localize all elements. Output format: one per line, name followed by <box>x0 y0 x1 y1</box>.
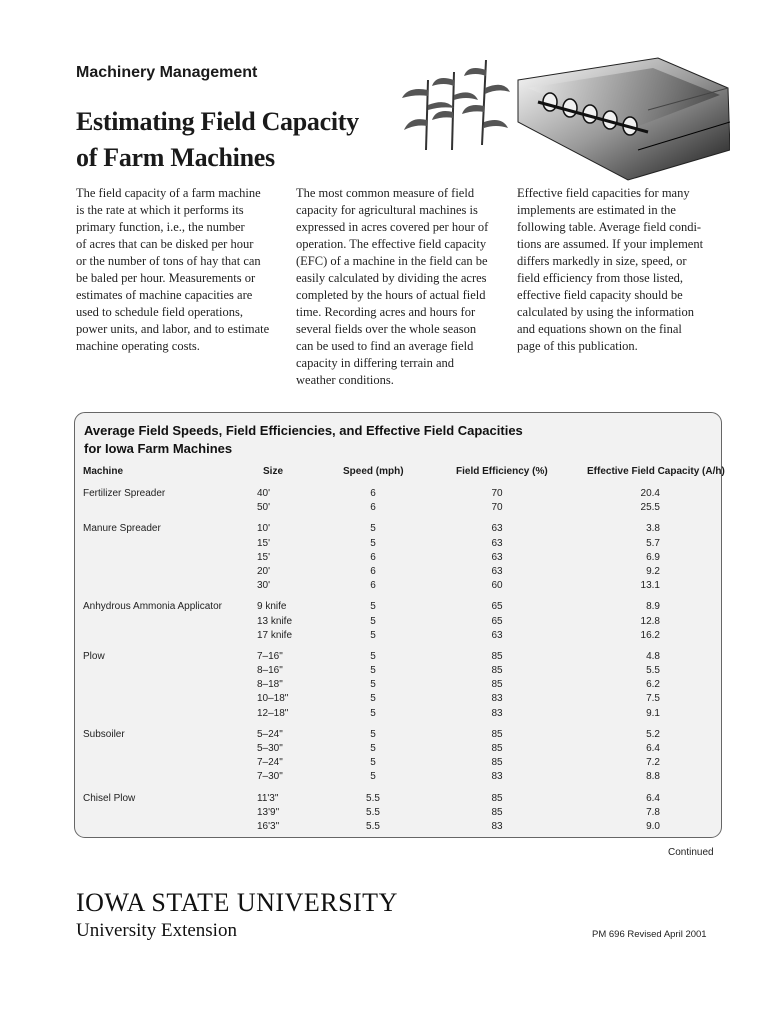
table-row <box>75 600 721 614</box>
speed-cell: 5.5 <box>366 820 380 832</box>
efficiency-cell: 83 <box>491 693 503 705</box>
table-row <box>75 615 721 629</box>
table-title-line: Average Field Speeds, Field Efficiencies, and Effective Field Capacities <box>84 423 523 438</box>
table-row <box>75 728 721 742</box>
table-row <box>75 565 721 579</box>
table-row <box>75 678 721 692</box>
text-line: expressed in acres covered per hour of <box>296 220 489 234</box>
speed-cell: 5 <box>370 523 376 535</box>
intro-column-1 <box>76 185 286 355</box>
capacity-cell: 6.4 <box>646 743 660 754</box>
machine-cell: Chisel Plow <box>83 792 136 804</box>
header-size: Size <box>263 466 284 477</box>
speed-cell: 5 <box>370 679 376 691</box>
text-line: machine operating costs. <box>76 339 200 353</box>
speed-cell: 5 <box>370 707 376 719</box>
text-line: can be used to find an average field <box>296 339 474 353</box>
table-body <box>75 487 721 841</box>
speed-cell: 5 <box>370 728 376 740</box>
capacity-cell: 8.8 <box>646 771 660 783</box>
size-cell: 11'3" <box>257 792 279 804</box>
speed-cell: 5 <box>370 771 376 783</box>
machine-cell: Manure Spreader <box>83 523 161 535</box>
table-row <box>75 742 721 756</box>
capacity-cell: 20.4 <box>640 488 660 499</box>
machine-cell: Plow <box>83 650 105 662</box>
header-efficiency: Field Efficiency (%) <box>456 466 548 477</box>
size-cell: 20' <box>257 565 271 577</box>
text-line: or the number of tons of hay that can <box>76 254 261 268</box>
page-title-line: of Farm Machines <box>76 143 275 172</box>
efficiency-cell: 63 <box>491 629 503 641</box>
efficiency-cell: 85 <box>491 792 503 804</box>
continued-note: Continued <box>668 847 714 858</box>
text-line: primary function, i.e., the number <box>76 220 245 234</box>
table-group <box>75 600 721 643</box>
table-row <box>75 820 721 834</box>
speed-cell: 5 <box>370 537 376 549</box>
size-cell: 30' <box>257 580 271 592</box>
capacity-cell: 6.4 <box>646 792 660 804</box>
size-cell: 9 knife <box>257 601 287 613</box>
text-line: easily calculated by dividing the acres <box>296 271 487 285</box>
size-cell: 15' <box>257 537 271 549</box>
size-cell: 5–24" <box>257 728 283 740</box>
table-row <box>75 629 721 643</box>
size-cell: 12–18" <box>257 707 289 719</box>
table-group <box>75 650 721 721</box>
capacity-cell: 5.2 <box>646 728 660 740</box>
capacity-cell: 13.1 <box>640 580 660 592</box>
efficiency-cell: 63 <box>491 537 503 549</box>
capacity-cell: 6.9 <box>646 551 660 563</box>
size-cell: 17 knife <box>257 629 293 641</box>
text-line: estimates of machine capacities are <box>76 288 253 302</box>
efficiency-cell: 63 <box>491 565 503 577</box>
machine-cell: Fertilizer Spreader <box>83 488 166 499</box>
header-speed: Speed (mph) <box>343 466 404 477</box>
capacity-cell: 9.0 <box>646 820 660 832</box>
size-cell: 15' <box>257 551 271 563</box>
table-row <box>75 692 721 706</box>
size-cell: 13'9" <box>257 806 280 818</box>
speed-cell: 5 <box>370 665 376 677</box>
size-cell: 8–18" <box>257 679 283 691</box>
capacity-cell: 16.2 <box>640 629 660 641</box>
efficiency-cell: 85 <box>491 679 503 691</box>
capacity-cell: 7.8 <box>646 806 660 818</box>
speed-cell: 5.5 <box>366 792 380 804</box>
size-cell: 10–18" <box>257 693 289 705</box>
speed-cell: 6 <box>370 580 376 592</box>
table-row <box>75 522 721 536</box>
table-row <box>75 501 721 515</box>
page-title <box>76 104 406 176</box>
text-line: tions are assumed. If your implement <box>517 237 704 251</box>
capacity-cell: 8.9 <box>646 601 660 613</box>
efficiency-cell: 70 <box>491 488 503 499</box>
text-line: (EFC) of a machine in the field can be <box>296 254 488 268</box>
capacity-cell: 5.5 <box>646 665 660 677</box>
speed-cell: 6 <box>370 502 376 514</box>
size-cell: 10' <box>257 523 271 535</box>
text-line: Effective field capacities for many <box>517 186 690 200</box>
size-cell: 7–24" <box>257 757 283 769</box>
table-row <box>75 792 721 806</box>
efficiency-cell: 65 <box>491 601 503 613</box>
text-line: several fields over the whole season <box>296 322 477 336</box>
table-row <box>75 650 721 664</box>
corn-harvester-icon <box>398 50 730 182</box>
capacity-cell: 7.2 <box>646 757 660 769</box>
efficiency-cell: 85 <box>491 806 503 818</box>
capacity-cell: 7.5 <box>646 693 660 705</box>
efficiency-cell: 83 <box>491 771 503 783</box>
capacity-cell: 25.5 <box>640 502 660 514</box>
series-title: Machinery Management <box>76 64 258 81</box>
efficiency-cell: 85 <box>491 743 503 754</box>
speed-cell: 5 <box>370 629 376 641</box>
size-cell: 7–30" <box>257 771 283 783</box>
efficiency-cell: 70 <box>491 502 503 514</box>
text-line: is the rate at which it performs its <box>76 203 244 217</box>
text-line: operation. The effective field capacity <box>296 237 487 251</box>
text-line: following table. Average field condi- <box>517 220 702 234</box>
table-row <box>75 487 721 501</box>
efficiency-cell: 63 <box>491 551 503 563</box>
table-row <box>75 770 721 784</box>
text-line: implements are estimated in the <box>517 203 676 217</box>
capacity-cell: 3.8 <box>646 523 660 535</box>
text-line: time. Recording acres and hours for <box>296 305 476 319</box>
efficiency-cell: 85 <box>491 650 503 662</box>
table-row <box>75 579 721 593</box>
efficiency-cell: 83 <box>491 707 503 719</box>
size-cell: 16'3" <box>257 820 280 832</box>
header-capacity: Effective Field Capacity (A/h) <box>587 466 725 477</box>
efficiency-cell: 83 <box>491 820 503 832</box>
efficiency-cell: 85 <box>491 757 503 769</box>
text-line: capacity in differing terrain and <box>296 356 455 370</box>
text-line: weather conditions. <box>296 373 394 387</box>
size-cell: 8–16" <box>257 665 283 677</box>
text-line: be baled per hour. Measurements or <box>76 271 256 285</box>
capacity-cell: 6.2 <box>646 679 660 691</box>
speed-cell: 6 <box>370 565 376 577</box>
text-line: The most common measure of field <box>296 186 475 200</box>
university-name: IOWA STATE UNIVERSITY <box>76 888 398 917</box>
capacity-cell: 9.2 <box>646 565 660 577</box>
speed-cell: 5 <box>370 650 376 662</box>
text-line: of acres that can be disked per hour <box>76 237 254 251</box>
table-row <box>75 664 721 678</box>
speed-cell: 6 <box>370 488 376 499</box>
size-cell: 7–16" <box>257 650 283 662</box>
intro-column-2 <box>296 185 506 389</box>
university-wordmark <box>76 888 398 918</box>
efficiency-cell: 65 <box>491 615 503 627</box>
table-row <box>75 707 721 721</box>
size-cell: 13 knife <box>257 615 293 627</box>
table-title <box>84 422 523 458</box>
capacity-cell: 5.7 <box>646 537 660 549</box>
text-line: capacity for agricultural machines is <box>296 203 478 217</box>
text-line: calculated by using the information <box>517 305 695 319</box>
capacity-cell: 12.8 <box>640 615 660 627</box>
page-title-line: Estimating Field Capacity <box>76 107 359 136</box>
text-line: effective field capacity should be <box>517 288 683 302</box>
text-line: power units, and labor, and to estimate <box>76 322 270 336</box>
text-line: field efficiency from those listed, <box>517 271 684 285</box>
text-line: completed by the hours of actual field <box>296 288 486 302</box>
text-line: used to schedule field operations, <box>76 305 243 319</box>
table-row <box>75 806 721 820</box>
speed-cell: 5.5 <box>366 806 380 818</box>
intro-column-3 <box>517 185 727 355</box>
efficiency-cell: 63 <box>491 523 503 535</box>
speed-cell: 5 <box>370 757 376 769</box>
table-row <box>75 537 721 551</box>
table-group <box>75 728 721 785</box>
publication-info: PM 696 Revised April 2001 <box>592 929 707 940</box>
efficiency-cell: 85 <box>491 728 503 740</box>
text-line: and equations shown on the final <box>517 322 682 336</box>
speed-cell: 5 <box>370 615 376 627</box>
capacity-cell: 9.1 <box>646 707 660 719</box>
size-cell: 50' <box>257 502 271 514</box>
extension-name: University Extension <box>76 920 237 941</box>
text-line: differs markedly in size, speed, or <box>517 254 687 268</box>
table-title-line: for Iowa Farm Machines <box>84 441 233 456</box>
machine-cell: Subsoiler <box>83 728 125 740</box>
speed-cell: 5 <box>370 693 376 705</box>
speed-cell: 6 <box>370 551 376 563</box>
machine-cell: Anhydrous Ammonia Applicator <box>83 601 222 613</box>
size-cell: 5–30" <box>257 743 283 754</box>
efficiency-cell: 85 <box>491 665 503 677</box>
table-group <box>75 522 721 593</box>
speed-cell: 5 <box>370 743 376 754</box>
table-row <box>75 551 721 565</box>
header-machine: Machine <box>83 466 124 477</box>
efficiency-cell: 60 <box>491 580 503 592</box>
speed-cell: 5 <box>370 601 376 613</box>
size-cell: 40' <box>257 488 271 499</box>
capacity-table <box>74 412 725 838</box>
table-group <box>75 487 721 515</box>
table-group <box>75 792 721 835</box>
table-row <box>75 756 721 770</box>
text-line: page of this publication. <box>517 339 638 353</box>
text-line: The field capacity of a farm machine <box>76 186 261 200</box>
capacity-cell: 4.8 <box>646 650 660 662</box>
